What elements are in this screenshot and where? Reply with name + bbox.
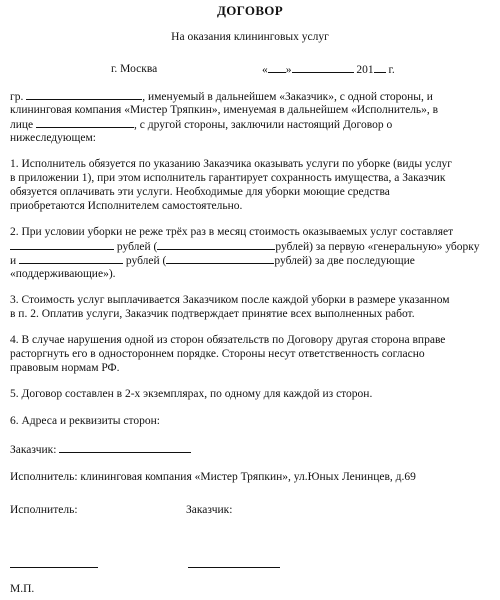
clause-4-line: правовым нормам РФ. (10, 362, 120, 374)
preamble-line-1-text: , именуемый в дальнейшем «Заказчик», с одной стороны, и (142, 91, 433, 103)
executor-signature-line (10, 567, 98, 568)
clause-1-line: обязуется оплачивать эти услуги. Необходимые для уборки моющие средства (10, 186, 390, 198)
clause-2-text: рублей) за две последующие (274, 255, 415, 267)
customer-details-label: Заказчик: (10, 444, 57, 456)
document-subtitle: На оказания клининговых услуг (171, 31, 329, 43)
clause-3-line: в п. 2. Оплатив услуги, Заказчик подтверждает принятие всех выполненных работ. (10, 308, 415, 320)
date-open-quote: « (262, 64, 268, 76)
clause-2-line (10, 239, 479, 254)
clause-1-line: в приложении 1), при этом исполнитель гарантирует сохранность имущества, а Заказчик (10, 172, 446, 184)
preamble-lice: лице (10, 119, 34, 131)
clause-2-text: рублей) за первую «генеральную» уборку (275, 241, 480, 253)
clause-2-text: рублей ( (125, 255, 167, 267)
preamble-gr: гр. (10, 91, 24, 103)
year-suffix: г. (388, 64, 395, 76)
preamble-line-2: клининговая компания «Мистер Тряпкин», именуемая в дальнейшем «Исполнитель», в (10, 104, 439, 116)
stamp-label: М.П. (10, 583, 35, 595)
customer-signature-label: Заказчик: (186, 504, 233, 516)
preamble-line-4: нижеследующем: (10, 132, 96, 144)
clause-2-text: рублей ( (116, 241, 158, 253)
preamble-line-3-text: , с другой стороны, заключили настоящий Договор о (134, 119, 393, 131)
customer-signature-line (188, 567, 280, 568)
customer-details-line (10, 442, 191, 457)
executor-signature-label: Исполнитель: (10, 504, 78, 516)
clause-2-line (10, 253, 415, 268)
price-blank (19, 253, 123, 264)
clause-2-line: «поддерживающие»). (10, 268, 116, 280)
customer-name-blank (26, 89, 142, 100)
representative-blank (36, 117, 134, 128)
price-words-blank (166, 253, 274, 264)
clause-6-line: 6. Адреса и реквизиты сторон: (10, 415, 160, 427)
city-label: г. Москва (111, 63, 158, 75)
date-field (262, 62, 395, 77)
date-close-quote: » (285, 64, 292, 76)
clause-4-line: 4. В случае нарушения одной из сторон обязательств по Договору другая сторона вправе (10, 334, 446, 346)
preamble-line-1 (10, 89, 433, 104)
month-blank (292, 62, 354, 73)
clause-2-line: 2. При условии уборки не реже трёх раз в месяц стоимость оказываемых услуг составляет (10, 226, 454, 238)
year-prefix: 201 (356, 64, 374, 76)
price-words-blank (157, 239, 275, 250)
clause-2-text: и (10, 255, 17, 267)
preamble-line-3 (10, 117, 392, 132)
clause-1-line: 1. Исполнитель обязуется по указанию Заказчика оказывать услуги по уборке (виды услуг (10, 158, 453, 170)
clause-4-line: расторгнуть его в одностороннем порядке. Стороны несут ответственность согласно (10, 348, 425, 360)
clause-3-line: 3. Стоимость услуг выплачивается Заказчиком после каждой уборки в размере указанном (10, 294, 450, 306)
clause-5-line: 5. Договор составлен в 2-х экземплярах, по одному для каждой из сторон. (10, 388, 373, 400)
year-blank (374, 62, 386, 73)
executor-details-line: Исполнитель: клининговая компания «Мистер Тряпкин», ул.Юных Ленинцев, д.69 (10, 471, 416, 483)
day-blank (268, 62, 286, 73)
customer-details-blank (59, 442, 191, 453)
clause-1-line: приобретаются Исполнителем самостоятельно. (10, 200, 243, 212)
price-blank (10, 239, 114, 250)
document-title: ДОГОВОР (217, 3, 283, 18)
